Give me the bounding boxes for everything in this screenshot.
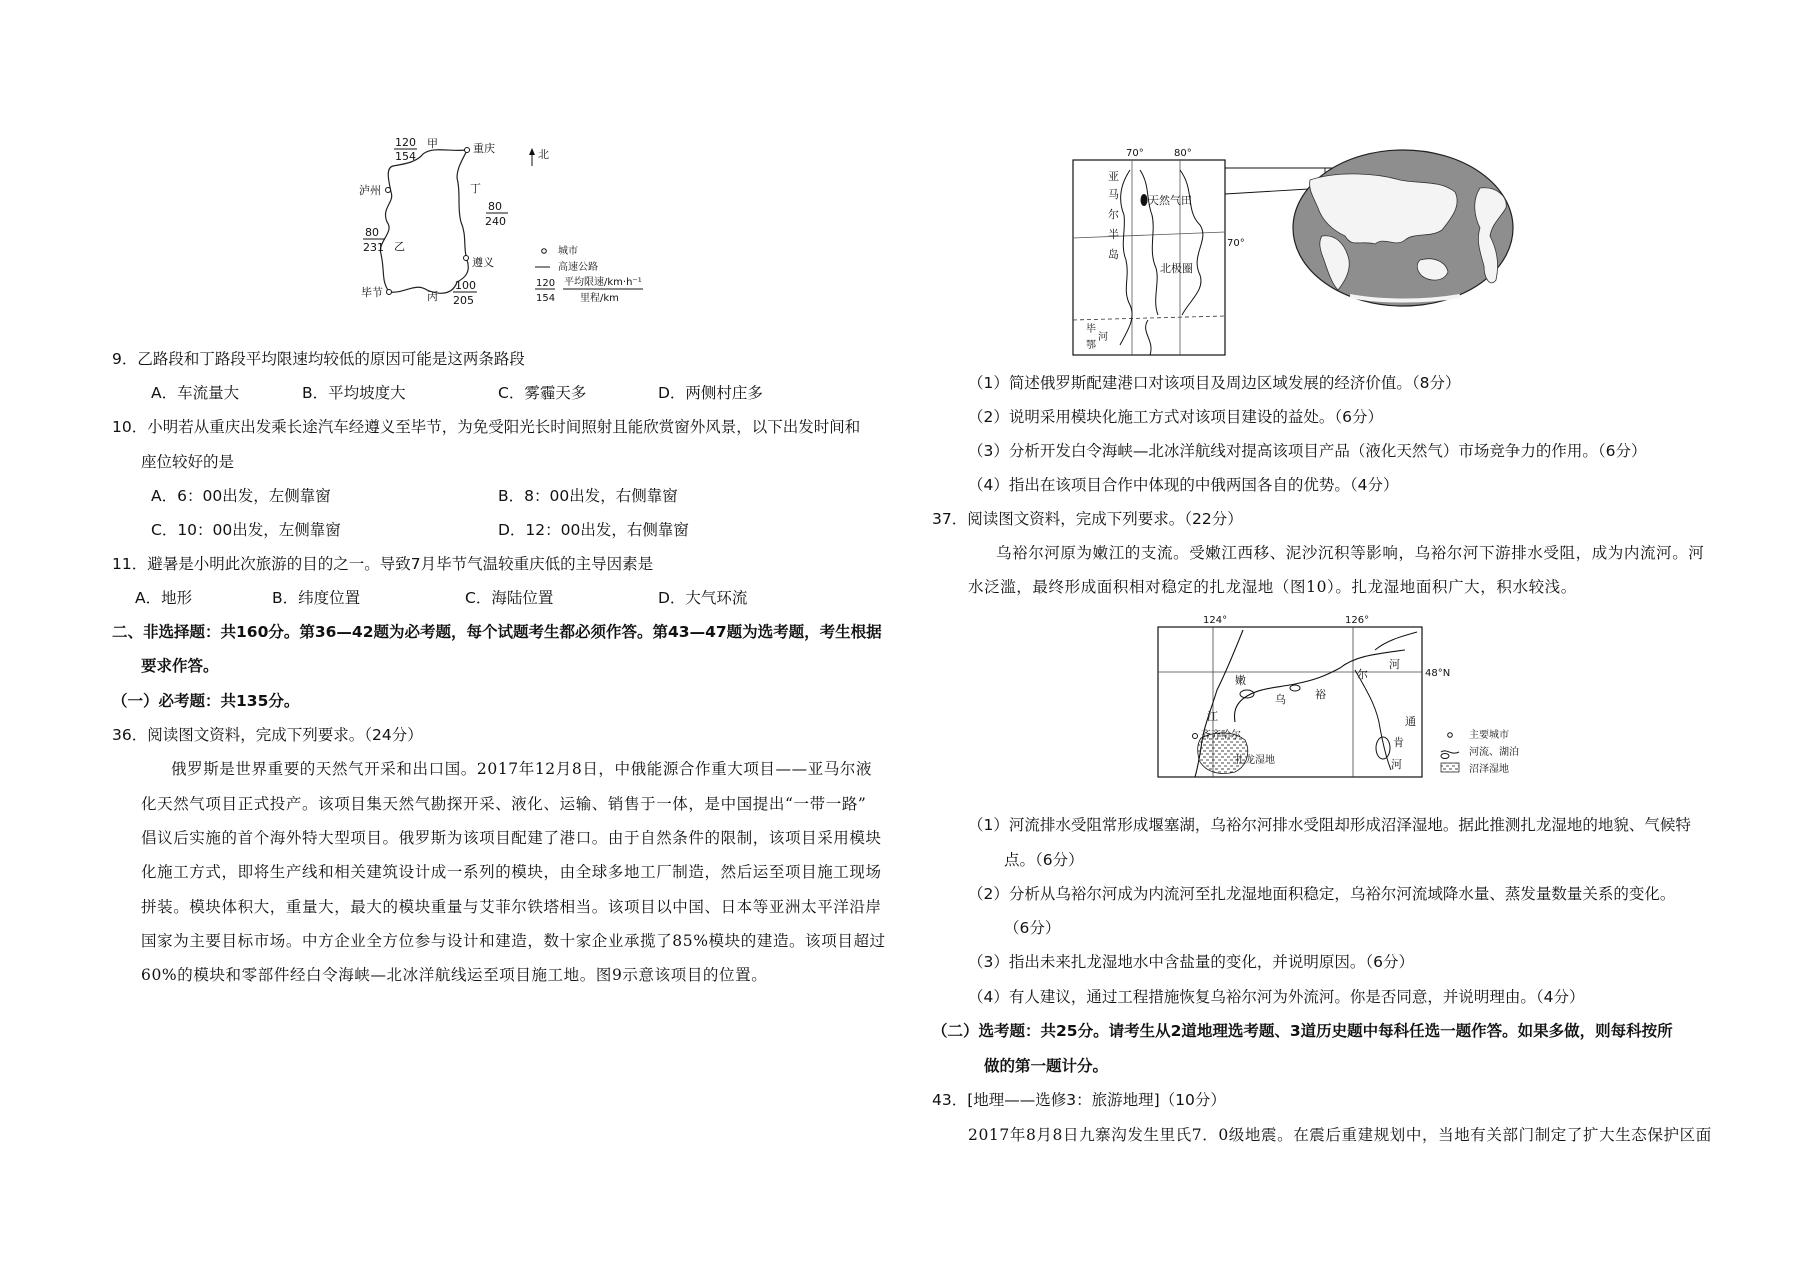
expressway-route bbox=[380, 150, 468, 294]
q36-sub2: （2）说明采用模块化施工方式对该项目建设的益处。（6分） bbox=[968, 408, 1383, 426]
er-char: 尔 bbox=[1357, 668, 1368, 681]
he2-char: 河 bbox=[1391, 758, 1402, 771]
q36-paragraph-line: 国家为主要目标市场。中方企业全方位参与设计和建造，数十家企业承揽了85%模块的建造。该项目超过 bbox=[141, 932, 886, 950]
gas-field-marker bbox=[1141, 194, 1148, 206]
segment-yi-speed: 80 bbox=[365, 226, 379, 239]
city-chongqing-marker bbox=[465, 148, 470, 153]
legend-road-label: 高速公路 bbox=[558, 262, 598, 273]
legend-speed-sample: 120 bbox=[536, 278, 556, 289]
q36-sub3: （3）分析开发白令海峡—北冰洋航线对提高该项目产品（液化天然气）市场竞争力的作用。（6分） bbox=[968, 442, 1647, 460]
city-qiqihar-marker bbox=[1193, 734, 1198, 739]
yamal-char-er: 尔 bbox=[1108, 208, 1119, 221]
q37-paragraph-line: 水泛滥，最终形成面积相对稳定的扎龙湿地（图10）。扎龙湿地面积广大，积水较浅。 bbox=[968, 578, 1577, 596]
ob-char-e: 鄂 bbox=[1086, 340, 1096, 351]
wetland-map-frame bbox=[1158, 627, 1422, 777]
segment-bing-mileage: 205 bbox=[453, 294, 474, 307]
q9-option-b: B．平均坡度大 bbox=[302, 384, 406, 402]
q10-stem-line1: 10．小明若从重庆出发乘长途汽车经遵义至毕节，为免受阳光长时间照射且能欣赏窗外风景，以下出发时间和 bbox=[112, 418, 861, 436]
q11-option-b: B．纬度位置 bbox=[272, 589, 361, 607]
gas-field-label: 天然气田 bbox=[1148, 194, 1192, 207]
q9-option-c: C．雾霾天多 bbox=[498, 384, 587, 402]
he-char: 河 bbox=[1389, 658, 1400, 671]
segment-ding-speed: 80 bbox=[488, 200, 502, 213]
legend-city-label: 城市 bbox=[558, 246, 578, 257]
arctic-circle-label: 北极圈 bbox=[1160, 262, 1193, 275]
lat48-label: 48°N bbox=[1425, 668, 1451, 679]
yamal-char-ya: 亚 bbox=[1108, 170, 1119, 183]
q9-stem: 9．乙路段和丁路段平均限速均较低的原因可能是这两条路段 bbox=[112, 350, 525, 368]
north-label: 北 bbox=[538, 148, 549, 161]
required-questions-heading: （一）必考题：共135分。 bbox=[112, 692, 300, 710]
q36-paragraph-line: 拼装。模块体积大，重量大，最大的模块重量与艾菲尔铁塔相当。该项目以中国、日本等亚洲太平洋沿岸 bbox=[141, 898, 882, 916]
legend-speed-label: 平均限速/km·h⁻¹ bbox=[564, 277, 642, 288]
q36-sub1: （1）简述俄罗斯配建港口对该项目及周边区域发展的经济价值。（8分） bbox=[968, 374, 1461, 392]
optional-section-heading-line1: （二）选考题：共25分。请考生从2道地理选考题、3道历史题中每科任选一题作答。如果多做，则每科按所 bbox=[932, 1022, 1673, 1040]
q10-option-c: C．10：00出发，左侧靠窗 bbox=[151, 521, 341, 539]
q37-sub3: （3）指出未来扎龙湿地水中含盐量的变化，并说明原因。（6分） bbox=[968, 953, 1414, 971]
legend-mileage-sample: 154 bbox=[536, 293, 556, 304]
q37-sub1-line2: 点。（6分） bbox=[1004, 851, 1084, 869]
lat70-label: 70° bbox=[1227, 238, 1245, 249]
segment-jia-mileage: 154 bbox=[395, 150, 416, 163]
ob-char-he: 河 bbox=[1098, 332, 1108, 343]
q10-option-b: B．8：00出发，右侧靠窗 bbox=[498, 487, 678, 505]
q9-option-a: A．车流量大 bbox=[151, 384, 240, 402]
section-2-heading-line1: 二、非选择题：共160分。第36—42题为必考题，每个试题考生都必须作答。第43—47题为选考题，考生根据 bbox=[112, 623, 882, 641]
q43-paragraph: 2017年8月8日九寨沟发生里氏7．0级地震。在震后重建规划中，当地有关部门制定了扩大生态保护区面 bbox=[968, 1126, 1712, 1144]
city-luzhou-label: 泸州 bbox=[359, 184, 381, 197]
ob-char-bi: 毕 bbox=[1086, 324, 1096, 335]
legend-mileage-label: 里程/km bbox=[580, 293, 619, 304]
city-chongqing-label: 重庆 bbox=[473, 142, 495, 155]
zhalong-label: 扎龙湿地 bbox=[1235, 755, 1275, 766]
segment-bing-label: 丙 bbox=[427, 290, 438, 303]
q11-option-c: C．海陆位置 bbox=[465, 589, 554, 607]
nen-char: 嫩 bbox=[1235, 674, 1246, 687]
yamal-location-figure bbox=[1060, 140, 1540, 365]
city-luzhou-marker bbox=[386, 188, 391, 193]
q11-stem: 11．避暑是小明此次旅游的目的之一。导致7月毕节气温较重庆低的主导因素是 bbox=[112, 555, 654, 573]
q10-option-d: D．12：00出发，右侧靠窗 bbox=[498, 521, 689, 539]
segment-bing-speed: 100 bbox=[455, 279, 476, 292]
segment-jia-speed: 120 bbox=[395, 136, 416, 149]
lon124-label: 124° bbox=[1203, 615, 1228, 626]
jiang-char: 江 bbox=[1207, 710, 1218, 723]
segment-ding-mileage: 240 bbox=[485, 215, 506, 228]
legend-marsh-icon bbox=[1441, 763, 1459, 772]
city-zunyi-marker bbox=[464, 256, 469, 261]
city-bijie-marker bbox=[387, 290, 392, 295]
q9-option-d: D．两侧村庄多 bbox=[658, 384, 763, 402]
segment-yi-mileage: 231 bbox=[363, 241, 384, 254]
optional-section-heading-line2: 做的第一题计分。 bbox=[984, 1057, 1109, 1075]
q10-stem-line2: 座位较好的是 bbox=[141, 453, 235, 471]
segment-jia-label: 甲 bbox=[427, 137, 438, 150]
q37-sub2-line2: （6分） bbox=[1004, 919, 1061, 937]
q37-sub4: （4）有人建议，通过工程措施恢复乌裕尔河为外流河。你是否同意，并说明理由。（4分） bbox=[968, 988, 1585, 1006]
legend-river-icon bbox=[1441, 751, 1459, 759]
section-2-heading-line2: 要求作答。 bbox=[141, 657, 219, 675]
legend-city-icon bbox=[1448, 733, 1453, 738]
ken-char: 肯 bbox=[1393, 736, 1404, 749]
q11-option-a: A．地形 bbox=[135, 589, 193, 607]
q37-sub1-line1: （1）河流排水受阻常形成堰塞湖，乌裕尔河排水受阻却形成沼泽湿地。据此推测扎龙湿地的地貌、气候特 bbox=[968, 816, 1691, 834]
yu-char: 裕 bbox=[1315, 688, 1326, 701]
legend-city-icon bbox=[542, 249, 547, 254]
q37-heading: 37．阅读图文资料，完成下列要求。（22分） bbox=[932, 510, 1243, 528]
segment-yi-label: 乙 bbox=[394, 240, 405, 253]
qiqihar-label: 齐齐哈尔 bbox=[1201, 730, 1241, 741]
tong-char: 通 bbox=[1405, 715, 1416, 728]
north-arrow-icon bbox=[529, 148, 535, 166]
city-zunyi-label: 遵义 bbox=[472, 256, 494, 269]
yamal-char-ma: 马 bbox=[1108, 188, 1119, 201]
q43-heading: 43．[地理——选修3：旅游地理]（10分） bbox=[932, 1091, 1226, 1109]
legend-river-label: 河流、湖泊 bbox=[1469, 747, 1519, 758]
road-map-figure bbox=[345, 132, 645, 312]
q36-paragraph-line: 化天然气项目正式投产。该项目集天然气勘探开采、液化、运输、销售于一体，是中国提出“一带一路” bbox=[141, 795, 867, 813]
city-bijie-label: 毕节 bbox=[361, 286, 383, 299]
lon80-label: 80° bbox=[1174, 148, 1192, 159]
q36-paragraph-line: 化施工方式，即将生产线和相关建筑设计成一系列的模块，由全球多地工厂制造，然后运至项目施工现场 bbox=[141, 863, 882, 881]
q36-paragraph-line: 俄罗斯是世界重要的天然气开采和出口国。2017年12月8日，中俄能源合作重大项目——亚马尔液 bbox=[171, 760, 873, 778]
q37-paragraph-line: 乌裕尔河原为嫩江的支流。受嫩江西移、泥沙沉积等影响，乌裕尔河下游排水受阻，成为内流河。河 bbox=[996, 544, 1705, 562]
q10-option-a: A．6：00出发，左侧靠窗 bbox=[151, 487, 331, 505]
q37-sub2-line1: （2）分析从乌裕尔河成为内流河至扎龙湿地面积稳定，乌裕尔河流域降水量、蒸发量数量关系的变化。 bbox=[968, 885, 1676, 903]
lon70-label: 70° bbox=[1126, 148, 1144, 159]
q36-paragraph-line: 60%的模块和零部件经白令海峡—北冰洋航线运至项目施工地。图9示意该项目的位置。 bbox=[141, 966, 768, 984]
wu-char: 乌 bbox=[1275, 693, 1286, 706]
q36-sub4: （4）指出在该项目合作中体现的中俄两国各自的优势。（4分） bbox=[968, 476, 1399, 494]
legend-marsh-label: 沼泽湿地 bbox=[1469, 764, 1509, 775]
segment-ding-label: 丁 bbox=[470, 182, 481, 195]
zhalong-wetland-figure bbox=[1155, 610, 1550, 782]
legend-city-label: 主要城市 bbox=[1469, 730, 1509, 741]
lon126-label: 126° bbox=[1345, 615, 1370, 626]
yamal-char-dao: 岛 bbox=[1108, 248, 1119, 261]
yamal-char-ban: 半 bbox=[1108, 228, 1119, 241]
q11-option-d: D．大气环流 bbox=[658, 589, 748, 607]
q36-paragraph-line: 倡议后实施的首个海外特大型项目。俄罗斯为该项目配建了港口。由于自然条件的限制，该项目采用模块 bbox=[141, 829, 882, 847]
q36-heading: 36．阅读图文资料，完成下列要求。（24分） bbox=[112, 726, 423, 744]
